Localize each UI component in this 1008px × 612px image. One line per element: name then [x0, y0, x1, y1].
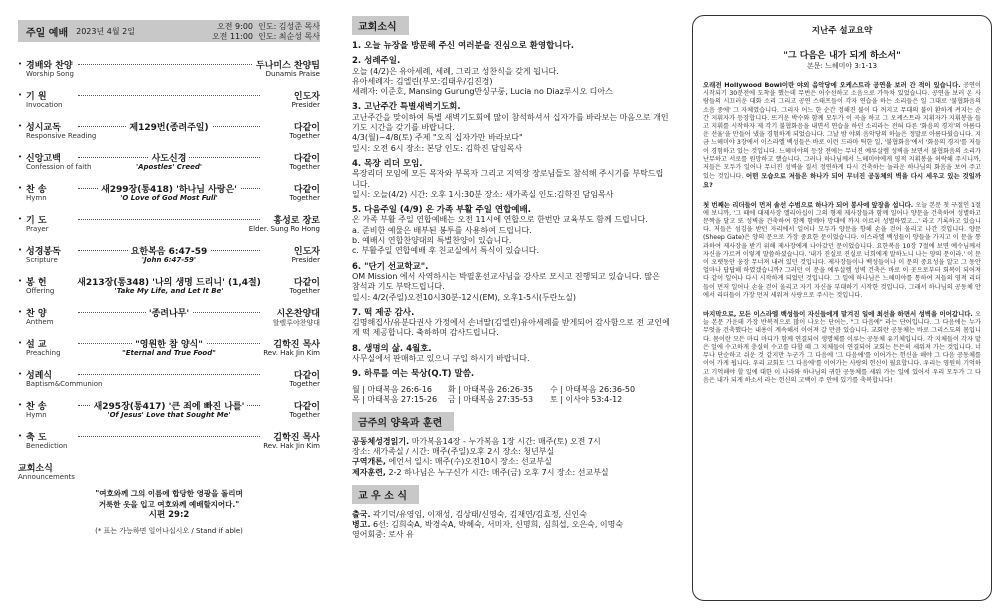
news-item [352, 159, 670, 200]
sermon-point-2: 마지막으로, 모든 이스라엘 백성들이 자신들에게 맡겨진 일에 최선을 하면서 성벽을 이어갑니다. [703, 310, 973, 319]
members-label: 출국. [352, 509, 371, 519]
service-item-en: Scripture [26, 256, 58, 264]
announcements-title: 교회소식 [18, 464, 53, 474]
service-item-leader: 홍성로 장로 [270, 213, 320, 226]
leader-dots [78, 95, 260, 96]
service-item-leader-en: Presider [291, 256, 320, 264]
news-item-title: 7. 떡 제공 감사. [352, 307, 415, 318]
verse-reference: 시편 29:2 [148, 510, 190, 520]
sermon-paragraph [703, 81, 981, 191]
sermon-body: 오늘 본문 가운데 가장 반복적으로 많이 나오는 단어는, "그 다음에" 라는 단어입니다. 그 다음에는 누가 무엇을 건축했다는 내용이 계속해서 이어져 갈 만큼 있습니다. 교회란 공동체는 바로 그리스도의 몸입니다. 몸이란 모든 마디 마디가 함께 연결되어 생명체를 이루는 공동체 유기체입니다. 각 지체들이 각자 맡은 일에 수고하게 충실히 수고를 다할 때 그 지체들이 연결되어 교회는 든든히 세워져 가는 것입니다. 너무나 단순하고 쉬운 것 같지만 누군가 그 다음에 '그 다음에'를 이어가는 헌신을 해야 그 다음 공동체를 이어 가게 됩니다. 우리 교회도 '그 다음에'를 이어가는 사랑의 헌신이 필요합니다. 우리는 영원히 기억하고 기억해야 할 일에 대한 이 나라와 하나님의 귀한 공동체를 세워 가는 일에 있어서 우리 모두가 그 다음은 내가 되게 하소서 라는 헌신의 고백이 주 안에 있기를 축복합니다! [703, 311, 981, 384]
leader-dots [78, 219, 260, 220]
bullet-mark: • [18, 432, 23, 440]
bullet-mark: • [18, 339, 23, 347]
service-order-list [18, 58, 320, 456]
bullet-mark: • [18, 401, 23, 409]
service-item-title: 성시교독 [26, 120, 64, 133]
bullet-mark: • [18, 91, 23, 99]
service-item-leader: 인도자 [291, 244, 320, 257]
service-item-title: 성례식 [26, 368, 55, 381]
service-item-leader-en: Together [289, 132, 320, 140]
training-text: 2-2 하나님은 누구신가 시간: 매주(금) 오후 7시 장소: 선교부실 [388, 467, 609, 477]
news-item-title: 8. 생명의 삶. 4월호. [352, 343, 432, 354]
service-item-leader: 김학진 목사 [270, 337, 320, 350]
news-item-title: 3. 고난주간 특별새벽기도회. [352, 102, 461, 113]
service-item-title: 찬 송 [26, 182, 50, 195]
qt-cell: 금 | 마태복음 27:35-53 [448, 394, 534, 404]
service-item [18, 244, 320, 270]
news-item-title: 4. 목장 리더 모임. [352, 158, 423, 169]
members-line [352, 510, 670, 520]
service-item-leader-en: Together [289, 380, 320, 388]
service-item-leader: 시온찬양대 [274, 306, 320, 319]
service-item-title: 찬 양 [26, 306, 50, 319]
service-item-content-text: 새213장(통348) '나의 생명 드리니' (1,4절) [74, 278, 264, 288]
service-item-leader-en: Rev. Hak Jin Kim [263, 349, 320, 357]
service-item-en: Hymn [26, 411, 47, 419]
service-item-leader-en: Together [289, 194, 320, 202]
training-text: 에언서 일시: 매주(수)오전10시 장소: 선교부실 [388, 457, 552, 467]
news-item-body: 오늘 (4/2)은 유아세례, 세례, 그리고 성찬식을 갖게 됩니다. 유아세례자: 김엘린(부모:김태우/김진경) 세례자: 이준호, Mansing Gurung만싱구룽, Lucia no Diaz루시오 디아스 [352, 66, 613, 97]
bullet-mark: • [18, 246, 23, 254]
officer-role: 인도: 최순성 목사 [258, 32, 320, 41]
service-item-title: 축 도 [26, 430, 50, 443]
service-item-en: Anthem [26, 318, 54, 326]
service-item-leader: 다같이 [291, 368, 320, 381]
officer-time: 오전 9:00 [217, 22, 254, 31]
qt-schedule [352, 385, 670, 405]
sermon-heading: 지난주 설교요약 [811, 26, 873, 36]
service-item [18, 399, 320, 425]
bullet-mark: • [18, 153, 23, 161]
service-item-content-text: 제129번(종려주일) [126, 123, 211, 133]
service-item-title: 설 교 [26, 337, 50, 350]
sermon-body: 공연이 시작되기 30분전에 도착을 했는데 무번은 어수선하고 소음으로 가득차 있었습니다. 공연을 보러 온 사람들의 시끄러운 대화 소리 그리고 공연 스태프들이 각자 연습을 하는 소리들은 일 그대로 '불협화음의 소음 중에' 그 자체였습니다. 그리자 어느 한 순간 정해진 불이 다 꺼지고 무대의 불이 환하게 켜지는 순간 지휘자가 등장합니다. 뜨거운 박수와 함께 모두가 이 곡을 하고 그 오케스트라 지휘자가 지휘봉을 들고 지휘를 시작하자 제 각기 불협화음을 내면서 연습을 하던 소리라는 전혀 다른 '화음의 경지'의 아름다운 선율'을 만들어 냈을 경험하게 되었습니다. 그날 밤 야외 음악당의 하늘은 정말로 아름다웠습니다. 지금 느헤미야 3장에서 이스라엘 백성들은 바로 이런 드라마 틱한 일, '불협화음'에서 '화음의 경지'를 저들이 경험하고 있는 것입니다. 느헤미야의 등장 전에는 무너진 예루살렘 성벽을 보면서 불협화음의 소리가 난무하고 서로를 원망하고 했습니다. 그러나 하나님께서 느헤미야에게 영적 지휘봉을 허락해 주시니까, 저들은 모두가 일어나 무너진 성벽을 질서 정연하게 다시 건축하는 놀라운 하나님의 화음을 보여 주고 있는 것입니다. [703, 82, 981, 181]
members-heading: 교 우 소 식 [352, 485, 419, 504]
service-item-leader: 다같이 [291, 275, 320, 288]
scripture-verse [18, 488, 320, 521]
service-item-content-text: 새295장(통417) '큰 죄에 빠진 나를' [91, 402, 248, 412]
bullet-mark: • [18, 122, 23, 130]
training-text: 마가복음14장 - 누가복음 1장 시간: 매주(토) 오전 7시 [411, 436, 601, 446]
service-item-leader-en: Together [289, 163, 320, 171]
service-item-leader: 김학진 목사 [270, 430, 320, 443]
service-item [18, 430, 320, 456]
news-item [352, 41, 670, 51]
members-line [352, 520, 670, 530]
service-item [18, 368, 320, 394]
news-column [352, 15, 670, 612]
news-item [352, 308, 670, 339]
news-item-body: 목장리더 모임에 모든 목자와 부목자 그리고 지역장 장로님들도 참석해 주시기를 부탁드립니다. 일시: 오늘(4/2) 시간: 오후 1시:30분 장소: 새가족실 인도:김학진 담임목사 [352, 169, 664, 199]
service-item [18, 306, 320, 332]
sermon-point-1: 첫 번째는 리더들이 먼저 솔선 수범으로 하나가 되어 봉사에 앞장을 섭니다. [703, 200, 914, 209]
service-item-en: Baptism&Communion [26, 380, 103, 388]
members-text: 영어회중: 로사 유 [352, 530, 414, 540]
service-item-content-en: 'Of Jesus' Love that Sought Me' [107, 411, 231, 419]
verse-line: "여호와께 그의 이름에 합당한 영광을 돌리며 [95, 489, 243, 498]
service-item-leader-en: Presider [291, 101, 320, 109]
service-item-content-en: 'O Love of God Most Full' [120, 194, 218, 202]
news-item [352, 262, 670, 303]
service-item-title: 봉 헌 [26, 275, 50, 288]
qt-cell: 월 | 마태복음 26:6-16 [352, 384, 432, 394]
qt-cell: 수 | 마태복음 26:36-50 [550, 384, 636, 394]
service-item-title: 경배와 찬양 [26, 58, 76, 71]
news-item-body: 고난주간을 맞이하여 특별 새벽기도회에 많이 참석하셔서 십자가를 바라보는 마음으로 개인기도 시간을 갖기를 바랍니다. 4/3(월)~4/8(토) 주제 "오직 십자가만 바라보다" 일시: 오전 6시 장소: 본당 인도: 김학진 담임목사 [352, 112, 669, 153]
service-item-content-text: 사도신경 [149, 154, 190, 164]
service-item-en: Worship Song [26, 70, 74, 78]
service-item-leader: 인도자 [291, 89, 320, 102]
service-item-leader: 다같이 [291, 151, 320, 164]
officer-role: 인도: 김성준 목사 [258, 22, 320, 31]
service-item-content-en: 'Apostles' Creed' [135, 163, 203, 171]
training-line [352, 447, 670, 457]
bullet-mark: • [18, 308, 23, 316]
service-item-en: Responsive Reading [26, 132, 97, 140]
service-item-en: Prayer [26, 225, 49, 233]
service-item-content-text: 요한복음 6:47-59 [128, 247, 211, 257]
verse-line: 거룩한 옷을 입고 여호와께 예배할지어다." [98, 500, 240, 509]
training-heading: 금주의 양육과 훈련 [352, 412, 454, 431]
service-item [18, 151, 320, 177]
news-item [352, 369, 670, 379]
training-list [352, 437, 670, 478]
qt-cell: 목 | 마태복음 27:15-26 [352, 394, 438, 404]
leader-dots [78, 436, 260, 437]
bullet-mark: • [18, 184, 23, 192]
service-item-content-en: "Eternal and True Food" [122, 349, 216, 357]
service-item-leader-en: Together [289, 287, 320, 295]
announcements-row [18, 461, 320, 483]
bullet-mark: • [18, 215, 23, 223]
bullet-mark: • [18, 277, 23, 285]
news-heading: 교회소식 [352, 16, 409, 35]
news-item-title: 6. "단기 선교학교". [352, 261, 429, 272]
service-item-title: 신앙고백 [26, 151, 64, 164]
qt-cell: 화 | 마태복음 26:26-35 [448, 384, 534, 394]
worship-order-column [18, 20, 320, 612]
service-item-en: Confession of faith [26, 163, 92, 171]
service-item [18, 58, 320, 84]
news-item-title: 9. 하루를 여는 묵상(Q.T) 말씀. [352, 369, 475, 380]
service-item [18, 120, 320, 146]
sermon-lead: 오래전 Hollywood Bowl이란 야외 음악당에 오케스트라 공연을 보러 간 적이 있습니다. [703, 81, 961, 89]
news-item-body: 온 가족 부활 주일 연합예배는 오전 11시에 연합으로 한번만 교육부도 함께 드립니다. a. 준비한 예물은 배부된 봉투를 사용하여 드립니다. b. 예배시 연합찬양대의 특별찬양이 있습니다. c. 부활주일 연합예배 후 친교실에서 특식이 있습니다. [352, 215, 648, 256]
service-item-en: Preaching [26, 349, 61, 357]
members-text: 곽기덕/유영임, 이재성, 김상태/신영숙, 김재연/김효정, 신인숙 [373, 509, 587, 519]
sermon-question: 어떤 모습으로 저들은 하나가 되어 무너진 공동체의 벽을 다시 세우고 있는 것일까요? [703, 172, 982, 190]
service-item-en: Hymn [26, 194, 47, 202]
service-item-leader-en: Elder. Sung Ro Hong [248, 225, 320, 233]
sermon-summary-box [692, 15, 992, 601]
service-item-content-text: 새299장(통418) '하나님 사랑은' [98, 185, 240, 195]
service-item [18, 182, 320, 208]
leader-dots [78, 374, 260, 375]
service-item-content-text: "영원한 참 양식" [132, 340, 206, 350]
members-label: 병고. [352, 520, 371, 530]
members-line [352, 530, 670, 540]
service-item-en: Benediction [26, 442, 68, 450]
news-item-title: 1. 오늘 뉴장을 방문해 주신 여러분을 진심으로 환영합니다. [352, 41, 574, 51]
training-line [352, 457, 670, 467]
worship-title: 주일 예배 [26, 27, 69, 39]
bullet-mark: • [18, 370, 23, 378]
training-label: 제자훈련, [352, 467, 386, 477]
service-item-leader: 다같이 [291, 182, 320, 195]
qt-cell: 토 | 이사야 53:4-12 [550, 394, 623, 404]
news-item-body: 김명해집사/유분다권사 가정에서 손녀딸(김엘린)유아세례를 받게되어 감사함으로 전 교인에게 떡 제공합니다. 축하하며 감사드립니다. [352, 318, 670, 338]
news-list [352, 41, 670, 380]
sermon-column [692, 15, 994, 612]
service-item-content [18, 120, 320, 133]
service-item-en: Invocation [26, 101, 63, 109]
sermon-reference: 본문: 느헤미야 3:1-13 [806, 62, 878, 70]
service-item-leader-en: 할렐루야찬양대 [272, 319, 320, 327]
training-line [352, 437, 670, 447]
sermon-title: "그 다음은 내가 되게 하소서" [783, 51, 901, 61]
news-item [352, 102, 670, 153]
news-item-body: 사무실에서 판매하고 있으니 구입 하시기 바랍니다. [352, 354, 530, 364]
officer-time: 오전 11:00 [211, 32, 254, 41]
service-item-en: Offering [26, 287, 55, 295]
sermon-paragraph [703, 310, 981, 385]
service-item [18, 337, 320, 363]
service-item-content-text: '종려나무' [146, 309, 192, 319]
service-item-title: 찬 송 [26, 399, 50, 412]
sermon-paragraph [703, 201, 981, 300]
leader-dots [78, 64, 260, 65]
announcements-en: Announcements [18, 473, 75, 481]
worship-date: 2023년 4월 2일 [76, 26, 135, 36]
service-item [18, 213, 320, 239]
news-item [352, 344, 670, 365]
news-item-body: OM Mission 에서 사역하시는 박필훈선교사님을 강사로 모시고 진행되고 있습니다. 많은 참석과 기도 부탁드립니다. 일시: 4/2(주일)오전10시30분-12시(EM), 오후1-5시(두란노실) [352, 271, 660, 302]
sermon-body: 오늘 본문 첫 구절인 1절에 보니까, '그 때에 대제사장 엘리아십이 그의 형제 제사장들과 함께 일어나 양문을 건축하여 성별하고 문짝을 달고 또 성벽을 건축하여 함께 함메아 망대에 까지 이르러 성별하였고...' 라고 기록하고 있습니다. 저들은 섬김을 받던 자리에서 일어나 모두가 양문을 향해 손을 걷어 올리고 나간 것입니다. 양문(Sheep Gate)은 양의 문으로 가장 중요한 문이었습니다. 이스라엘 백성들이 양들을 가지고 이 문을 통과하여 제사장을 받기 위해 제사장에게 나아갔던 문이었습니다. 요한복음 10장 7절에 보면 예수님께서 자신을 가르켜 이렇게 말씀하셨습니다. '내가 진실로 진실로 너희에게 말하노니 나는 양의 문이라.' 이 문이 오랫동안 웅장 무너져 내려 있던 것입니다. 제사장들이나 백성들이나 이 문의 중요성을 알고 그 동안 얼마나 답답해 하였겠습니까? 그러던 이 문을 예루살렘 성벽 건축은 바로 이 곳으로부터 회복이 되어져 다 같이 일어나 다시 시작하게 되었던 것입니다. 그 일에 하나님은 느헤미야를 통하여 저들의 영적 리더들이 먼저 일어나 손을 걷어 올리고 자기 자신을 부대하기 시작한 것입니다. 그래서 하나님의 공동체 안에서 리더들이 가장 먼저 세워져 사랑으로 주시는 것입니다. [703, 201, 981, 299]
service-item-leader: 다같이 [291, 120, 320, 133]
service-item-content-en: 'Take My Life, and Let It Be' [114, 287, 224, 295]
service-item-title: 기 원 [26, 89, 50, 102]
service-item-leader-en: Together [289, 411, 320, 419]
bullet-mark: • [18, 60, 23, 68]
stand-footnote: (* 표는 가능하면 일어나십시오 / Stand if able) [95, 527, 243, 535]
service-item-leader-en: Rev. Hak Jin Kim [263, 442, 320, 450]
service-item-title: 기 도 [26, 213, 50, 226]
service-item-leader: 다같이 [291, 399, 320, 412]
news-item [352, 56, 670, 97]
service-item [18, 275, 320, 301]
news-item-title: 2. 성례주일. [352, 56, 401, 67]
training-line [352, 468, 670, 478]
service-item [18, 89, 320, 115]
service-item-leader-en: Dunamis Praise [265, 70, 320, 78]
training-label: 공동체성경읽기. [352, 436, 410, 446]
service-item-content-en: 'John 6:47-59' [141, 256, 197, 264]
training-label: 구역개론, [352, 457, 386, 467]
news-item-title: 5. 다음주일 (4/9) 온 가족 부활 주일 연합예배. [352, 205, 531, 216]
training-text: 장소: 새가족실 / 시간: 매주(주일)오후 2시 장소: 청년부실 [352, 446, 555, 456]
service-item-title: 성경봉독 [26, 244, 64, 257]
officers-block [212, 22, 320, 42]
members-text: 6선: 김희숙A, 박경숙A, 박혜숙, 서미자, 신명희, 심희섭, 오은숙, 이명숙 [373, 520, 624, 530]
news-item [352, 205, 670, 256]
service-item-leader: 두나미스 찬양팀 [253, 58, 320, 71]
members-list [352, 510, 670, 541]
